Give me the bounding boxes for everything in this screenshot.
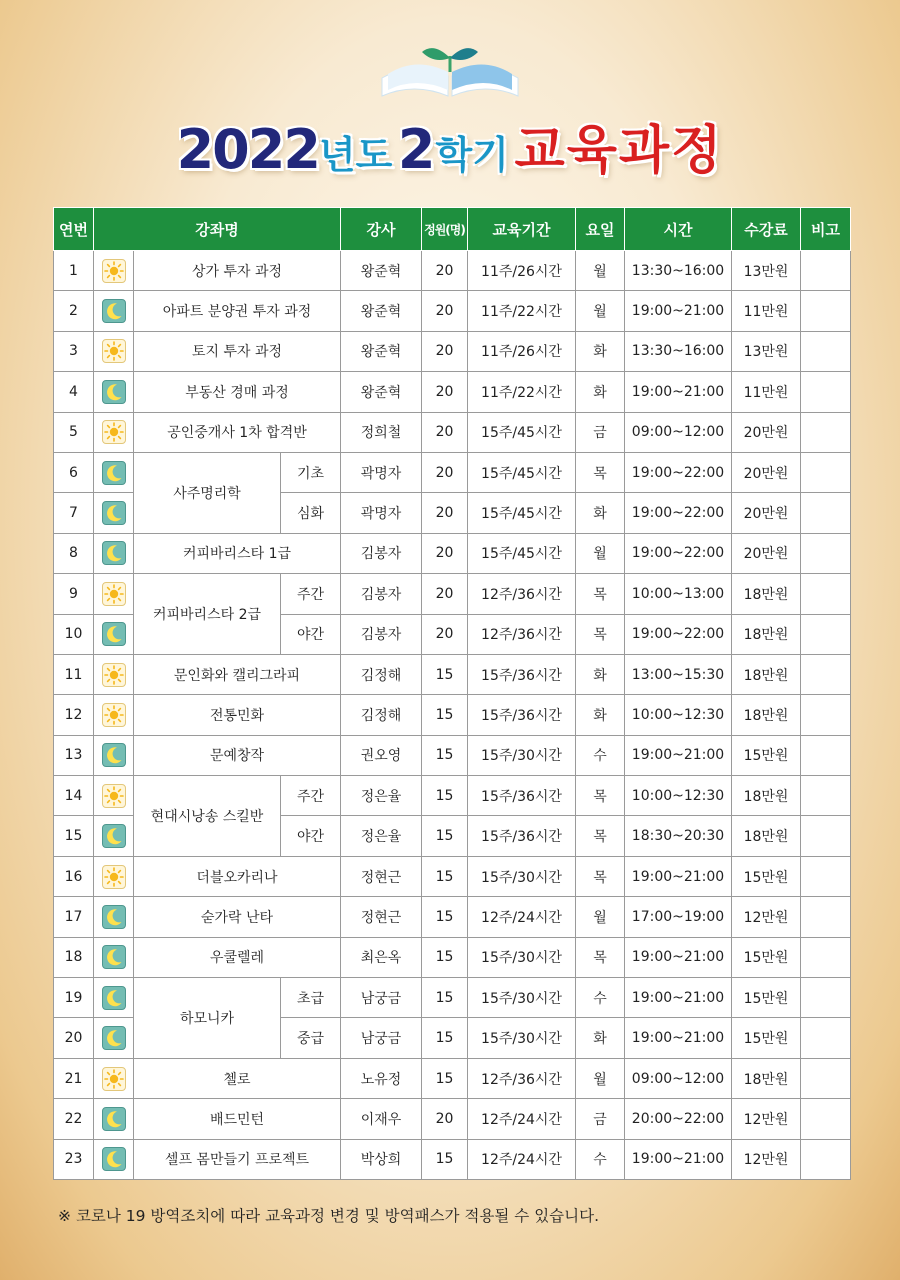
class-time: 19:00~21:00 <box>625 1139 732 1179</box>
capacity-value: 15 <box>422 776 468 816</box>
course-period: 15주/30시간 <box>468 978 576 1018</box>
course-period: 15주/45시간 <box>468 412 576 452</box>
course-period: 11주/22시간 <box>468 372 576 412</box>
course-period: 15주/36시간 <box>468 654 576 694</box>
header-no: 연번 <box>54 208 94 251</box>
moon-icon <box>102 986 126 1010</box>
class-time: 19:00~21:00 <box>625 856 732 896</box>
teacher-name: 김정해 <box>341 654 422 694</box>
tuition-fee: 13만원 <box>732 331 801 371</box>
table-row <box>54 937 851 977</box>
note-cell <box>801 1058 851 1098</box>
capacity-value: 20 <box>422 533 468 573</box>
teacher-name: 남궁금 <box>341 1018 422 1058</box>
note-cell <box>801 816 851 856</box>
tuition-fee: 15만원 <box>732 978 801 1018</box>
class-time: 10:00~12:30 <box>625 776 732 816</box>
row-number: 14 <box>54 776 94 816</box>
tuition-fee: 20만원 <box>732 412 801 452</box>
class-time: 10:00~12:30 <box>625 695 732 735</box>
capacity-value: 20 <box>422 372 468 412</box>
tuition-fee: 12만원 <box>732 1139 801 1179</box>
course-name: 숟가락 난타 <box>134 897 341 937</box>
table-header-row <box>54 208 851 251</box>
row-icon-cell <box>94 816 134 856</box>
note-cell <box>801 937 851 977</box>
note-cell <box>801 533 851 573</box>
teacher-name: 정현근 <box>341 856 422 896</box>
moon-icon <box>102 905 126 929</box>
course-level: 초급 <box>281 978 341 1018</box>
course-name: 전통민화 <box>134 695 341 735</box>
class-time: 13:00~15:30 <box>625 654 732 694</box>
row-number: 2 <box>54 291 94 331</box>
moon-icon <box>102 501 126 525</box>
note-cell <box>801 1139 851 1179</box>
moon-icon <box>102 461 126 485</box>
capacity-value: 15 <box>422 654 468 694</box>
row-number: 17 <box>54 897 94 937</box>
header-time: 시간 <box>625 208 732 251</box>
course-level: 기초 <box>281 452 341 492</box>
sun-icon <box>102 663 126 687</box>
capacity-value: 15 <box>422 735 468 775</box>
row-number: 15 <box>54 816 94 856</box>
capacity-value: 20 <box>422 251 468 291</box>
note-cell <box>801 897 851 937</box>
table-row <box>54 251 851 291</box>
class-time: 17:00~19:00 <box>625 897 732 937</box>
table-row <box>54 856 851 896</box>
header-capacity: 정원(명) <box>422 208 468 251</box>
header-teacher: 강사 <box>341 208 422 251</box>
teacher-name: 곽명자 <box>341 493 422 533</box>
capacity-value: 15 <box>422 897 468 937</box>
title-year: 2022 <box>176 118 319 181</box>
course-level: 중급 <box>281 1018 341 1058</box>
class-time: 09:00~12:00 <box>625 1058 732 1098</box>
moon-icon <box>102 824 126 848</box>
class-time: 18:30~20:30 <box>625 816 732 856</box>
note-cell <box>801 856 851 896</box>
course-name: 하모니카 <box>134 978 281 1059</box>
table-row <box>54 412 851 452</box>
teacher-name: 권오영 <box>341 735 422 775</box>
class-day: 수 <box>576 978 625 1018</box>
row-icon-cell <box>94 735 134 775</box>
teacher-name: 남궁금 <box>341 978 422 1018</box>
row-number: 13 <box>54 735 94 775</box>
row-icon-cell <box>94 1018 134 1058</box>
tuition-fee: 18만원 <box>732 614 801 654</box>
class-time: 19:00~21:00 <box>625 937 732 977</box>
class-time: 19:00~21:00 <box>625 372 732 412</box>
course-name: 문예창작 <box>134 735 341 775</box>
capacity-value: 20 <box>422 574 468 614</box>
course-name: 커피바리스타 2급 <box>134 574 281 655</box>
row-number: 20 <box>54 1018 94 1058</box>
class-day: 목 <box>576 452 625 492</box>
table-row <box>54 654 851 694</box>
teacher-name: 정희철 <box>341 412 422 452</box>
note-cell <box>801 291 851 331</box>
course-name: 부동산 경매 과정 <box>134 372 341 412</box>
row-number: 18 <box>54 937 94 977</box>
row-number: 5 <box>54 412 94 452</box>
tuition-fee: 12만원 <box>732 897 801 937</box>
course-period: 12주/24시간 <box>468 1139 576 1179</box>
row-icon-cell <box>94 452 134 492</box>
header-note: 비고 <box>801 208 851 251</box>
course-name: 사주명리학 <box>134 452 281 533</box>
class-time: 19:00~22:00 <box>625 614 732 654</box>
moon-icon <box>102 1107 126 1131</box>
table-row <box>54 735 851 775</box>
sun-icon <box>102 582 126 606</box>
class-time: 19:00~22:00 <box>625 533 732 573</box>
row-icon-cell <box>94 856 134 896</box>
row-icon-cell <box>94 1139 134 1179</box>
teacher-name: 곽명자 <box>341 452 422 492</box>
book-sprout-logo <box>378 38 522 100</box>
row-icon-cell <box>94 654 134 694</box>
row-icon-cell <box>94 291 134 331</box>
teacher-name: 왕준혁 <box>341 291 422 331</box>
teacher-name: 김봉자 <box>341 533 422 573</box>
table-row <box>54 331 851 371</box>
course-name: 문인화와 캘리그라피 <box>134 654 341 694</box>
course-period: 12주/36시간 <box>468 614 576 654</box>
course-period: 15주/30시간 <box>468 735 576 775</box>
tuition-fee: 13만원 <box>732 251 801 291</box>
teacher-name: 노유정 <box>341 1058 422 1098</box>
teacher-name: 왕준혁 <box>341 251 422 291</box>
class-day: 목 <box>576 776 625 816</box>
teacher-name: 왕준혁 <box>341 331 422 371</box>
course-name: 첼로 <box>134 1058 341 1098</box>
teacher-name: 박상희 <box>341 1139 422 1179</box>
row-icon-cell <box>94 897 134 937</box>
tuition-fee: 20만원 <box>732 493 801 533</box>
row-icon-cell <box>94 614 134 654</box>
sun-icon <box>102 703 126 727</box>
class-day: 화 <box>576 493 625 533</box>
capacity-value: 20 <box>422 331 468 371</box>
class-day: 화 <box>576 1018 625 1058</box>
tuition-fee: 18만원 <box>732 574 801 614</box>
row-number: 9 <box>54 574 94 614</box>
sun-icon <box>102 784 126 808</box>
table-row <box>54 776 851 816</box>
table-row <box>54 574 851 614</box>
capacity-value: 15 <box>422 816 468 856</box>
course-name: 현대시낭송 스킬반 <box>134 776 281 857</box>
capacity-value: 15 <box>422 856 468 896</box>
class-day: 월 <box>576 533 625 573</box>
class-day: 월 <box>576 897 625 937</box>
course-period: 15주/30시간 <box>468 856 576 896</box>
table-row <box>54 533 851 573</box>
teacher-name: 정은율 <box>341 816 422 856</box>
note-cell <box>801 331 851 371</box>
row-icon-cell <box>94 776 134 816</box>
row-icon-cell <box>94 493 134 533</box>
class-time: 19:00~22:00 <box>625 493 732 533</box>
note-cell <box>801 574 851 614</box>
tuition-fee: 20만원 <box>732 533 801 573</box>
capacity-value: 15 <box>422 1139 468 1179</box>
note-cell <box>801 776 851 816</box>
class-day: 목 <box>576 937 625 977</box>
course-level: 야간 <box>281 816 341 856</box>
note-cell <box>801 372 851 412</box>
course-level: 야간 <box>281 614 341 654</box>
class-day: 화 <box>576 331 625 371</box>
table-row <box>54 695 851 735</box>
teacher-name: 정은율 <box>341 776 422 816</box>
course-period: 15주/30시간 <box>468 1018 576 1058</box>
row-icon-cell <box>94 533 134 573</box>
course-name: 더블오카리나 <box>134 856 341 896</box>
row-icon-cell <box>94 695 134 735</box>
tuition-fee: 20만원 <box>732 452 801 492</box>
class-day: 화 <box>576 695 625 735</box>
class-day: 수 <box>576 1139 625 1179</box>
course-level: 심화 <box>281 493 341 533</box>
moon-icon <box>102 299 126 323</box>
tuition-fee: 15만원 <box>732 1018 801 1058</box>
class-day: 목 <box>576 614 625 654</box>
note-cell <box>801 452 851 492</box>
course-period: 15주/45시간 <box>468 452 576 492</box>
row-number: 1 <box>54 251 94 291</box>
table-row <box>54 897 851 937</box>
note-cell <box>801 412 851 452</box>
teacher-name: 최은옥 <box>341 937 422 977</box>
row-number: 22 <box>54 1099 94 1139</box>
class-day: 목 <box>576 574 625 614</box>
table-row <box>54 978 851 1018</box>
capacity-value: 15 <box>422 937 468 977</box>
table-row <box>54 452 851 492</box>
row-icon-cell <box>94 331 134 371</box>
teacher-name: 김정해 <box>341 695 422 735</box>
row-number: 6 <box>54 452 94 492</box>
table-row <box>54 1139 851 1179</box>
moon-icon <box>102 541 126 565</box>
row-number: 23 <box>54 1139 94 1179</box>
capacity-value: 15 <box>422 1018 468 1058</box>
class-day: 월 <box>576 291 625 331</box>
table-row <box>54 372 851 412</box>
moon-icon <box>102 1147 126 1171</box>
class-day: 금 <box>576 1099 625 1139</box>
row-icon-cell <box>94 372 134 412</box>
teacher-name: 왕준혁 <box>341 372 422 412</box>
capacity-value: 20 <box>422 614 468 654</box>
sun-icon <box>102 339 126 363</box>
note-cell <box>801 654 851 694</box>
class-day: 목 <box>576 856 625 896</box>
capacity-value: 20 <box>422 493 468 533</box>
course-period: 15주/45시간 <box>468 533 576 573</box>
class-time: 20:00~22:00 <box>625 1099 732 1139</box>
course-name: 토지 투자 과정 <box>134 331 341 371</box>
capacity-value: 15 <box>422 978 468 1018</box>
row-number: 11 <box>54 654 94 694</box>
teacher-name: 이재우 <box>341 1099 422 1139</box>
course-name: 커피바리스타 1급 <box>134 533 341 573</box>
row-number: 16 <box>54 856 94 896</box>
sun-icon <box>102 1067 126 1091</box>
row-icon-cell <box>94 1099 134 1139</box>
capacity-value: 20 <box>422 412 468 452</box>
class-day: 금 <box>576 412 625 452</box>
title-semester-unit: 학기 <box>435 133 509 177</box>
class-time: 10:00~13:00 <box>625 574 732 614</box>
class-day: 목 <box>576 816 625 856</box>
page-title <box>0 108 900 188</box>
header-period: 교육기간 <box>468 208 576 251</box>
course-period: 15주/30시간 <box>468 937 576 977</box>
capacity-value: 20 <box>422 291 468 331</box>
course-period: 12주/36시간 <box>468 574 576 614</box>
class-time: 19:00~21:00 <box>625 291 732 331</box>
row-number: 4 <box>54 372 94 412</box>
tuition-fee: 15만원 <box>732 856 801 896</box>
note-cell <box>801 493 851 533</box>
course-period: 11주/26시간 <box>468 331 576 371</box>
header-course: 강좌명 <box>94 208 341 251</box>
table-row <box>54 291 851 331</box>
row-icon-cell <box>94 978 134 1018</box>
note-cell <box>801 735 851 775</box>
tuition-fee: 15만원 <box>732 937 801 977</box>
row-icon-cell <box>94 412 134 452</box>
course-period: 12주/24시간 <box>468 897 576 937</box>
note-cell <box>801 695 851 735</box>
class-day: 화 <box>576 654 625 694</box>
course-period: 12주/24시간 <box>468 1099 576 1139</box>
course-period: 12주/36시간 <box>468 1058 576 1098</box>
header-day: 요일 <box>576 208 625 251</box>
course-name: 우쿨렐레 <box>134 937 341 977</box>
course-name: 공인중개사 1차 합격반 <box>134 412 341 452</box>
course-table <box>53 207 851 1180</box>
teacher-name: 정현근 <box>341 897 422 937</box>
class-day: 화 <box>576 372 625 412</box>
row-number: 10 <box>54 614 94 654</box>
sun-icon <box>102 259 126 283</box>
note-cell <box>801 251 851 291</box>
tuition-fee: 18만원 <box>732 695 801 735</box>
table-row <box>54 1058 851 1098</box>
sun-icon <box>102 865 126 889</box>
course-period: 15주/45시간 <box>468 493 576 533</box>
row-number: 12 <box>54 695 94 735</box>
course-name: 셀프 몸만들기 프로젝트 <box>134 1139 341 1179</box>
course-level: 주간 <box>281 574 341 614</box>
header-fee: 수강료 <box>732 208 801 251</box>
class-time: 19:00~21:00 <box>625 735 732 775</box>
row-icon-cell <box>94 574 134 614</box>
tuition-fee: 11만원 <box>732 291 801 331</box>
title-main: 교육과정 <box>514 121 724 181</box>
moon-icon <box>102 622 126 646</box>
teacher-name: 김봉자 <box>341 614 422 654</box>
tuition-fee: 12만원 <box>732 1099 801 1139</box>
class-time: 09:00~12:00 <box>625 412 732 452</box>
course-period: 15주/36시간 <box>468 695 576 735</box>
tuition-fee: 18만원 <box>732 654 801 694</box>
class-time: 13:30~16:00 <box>625 251 732 291</box>
capacity-value: 15 <box>422 695 468 735</box>
note-cell <box>801 614 851 654</box>
course-period: 15주/36시간 <box>468 816 576 856</box>
sun-icon <box>102 420 126 444</box>
row-icon-cell <box>94 1058 134 1098</box>
class-day: 월 <box>576 251 625 291</box>
note-cell <box>801 1099 851 1139</box>
tuition-fee: 11만원 <box>732 372 801 412</box>
row-number: 3 <box>54 331 94 371</box>
title-semester: 2 <box>397 118 436 181</box>
tuition-fee: 15만원 <box>732 735 801 775</box>
course-period: 11주/26시간 <box>468 251 576 291</box>
note-cell <box>801 1018 851 1058</box>
course-name: 배드민턴 <box>134 1099 341 1139</box>
class-time: 13:30~16:00 <box>625 331 732 371</box>
course-level: 주간 <box>281 776 341 816</box>
class-time: 19:00~21:00 <box>625 1018 732 1058</box>
course-period: 15주/36시간 <box>468 776 576 816</box>
row-number: 7 <box>54 493 94 533</box>
capacity-value: 15 <box>422 1058 468 1098</box>
class-day: 월 <box>576 1058 625 1098</box>
capacity-value: 20 <box>422 452 468 492</box>
footnote: ※ 코로나 19 방역조치에 따라 교육과정 변경 및 방역패스가 적용될 수 있습니다. <box>58 1207 600 1225</box>
row-number: 19 <box>54 978 94 1018</box>
class-day: 수 <box>576 735 625 775</box>
title-year-unit: 년도 <box>318 133 393 177</box>
moon-icon <box>102 380 126 404</box>
tuition-fee: 18만원 <box>732 1058 801 1098</box>
row-icon-cell <box>94 251 134 291</box>
row-number: 21 <box>54 1058 94 1098</box>
row-number: 8 <box>54 533 94 573</box>
table-row <box>54 1099 851 1139</box>
moon-icon <box>102 743 126 767</box>
course-name: 아파트 분양권 투자 과정 <box>134 291 341 331</box>
tuition-fee: 18만원 <box>732 776 801 816</box>
note-cell <box>801 978 851 1018</box>
class-time: 19:00~22:00 <box>625 452 732 492</box>
moon-icon <box>102 1026 126 1050</box>
teacher-name: 김봉자 <box>341 574 422 614</box>
capacity-value: 20 <box>422 1099 468 1139</box>
class-time: 19:00~21:00 <box>625 978 732 1018</box>
tuition-fee: 18만원 <box>732 816 801 856</box>
course-name: 상가 투자 과정 <box>134 251 341 291</box>
moon-icon <box>102 945 126 969</box>
row-icon-cell <box>94 937 134 977</box>
course-period: 11주/22시간 <box>468 291 576 331</box>
